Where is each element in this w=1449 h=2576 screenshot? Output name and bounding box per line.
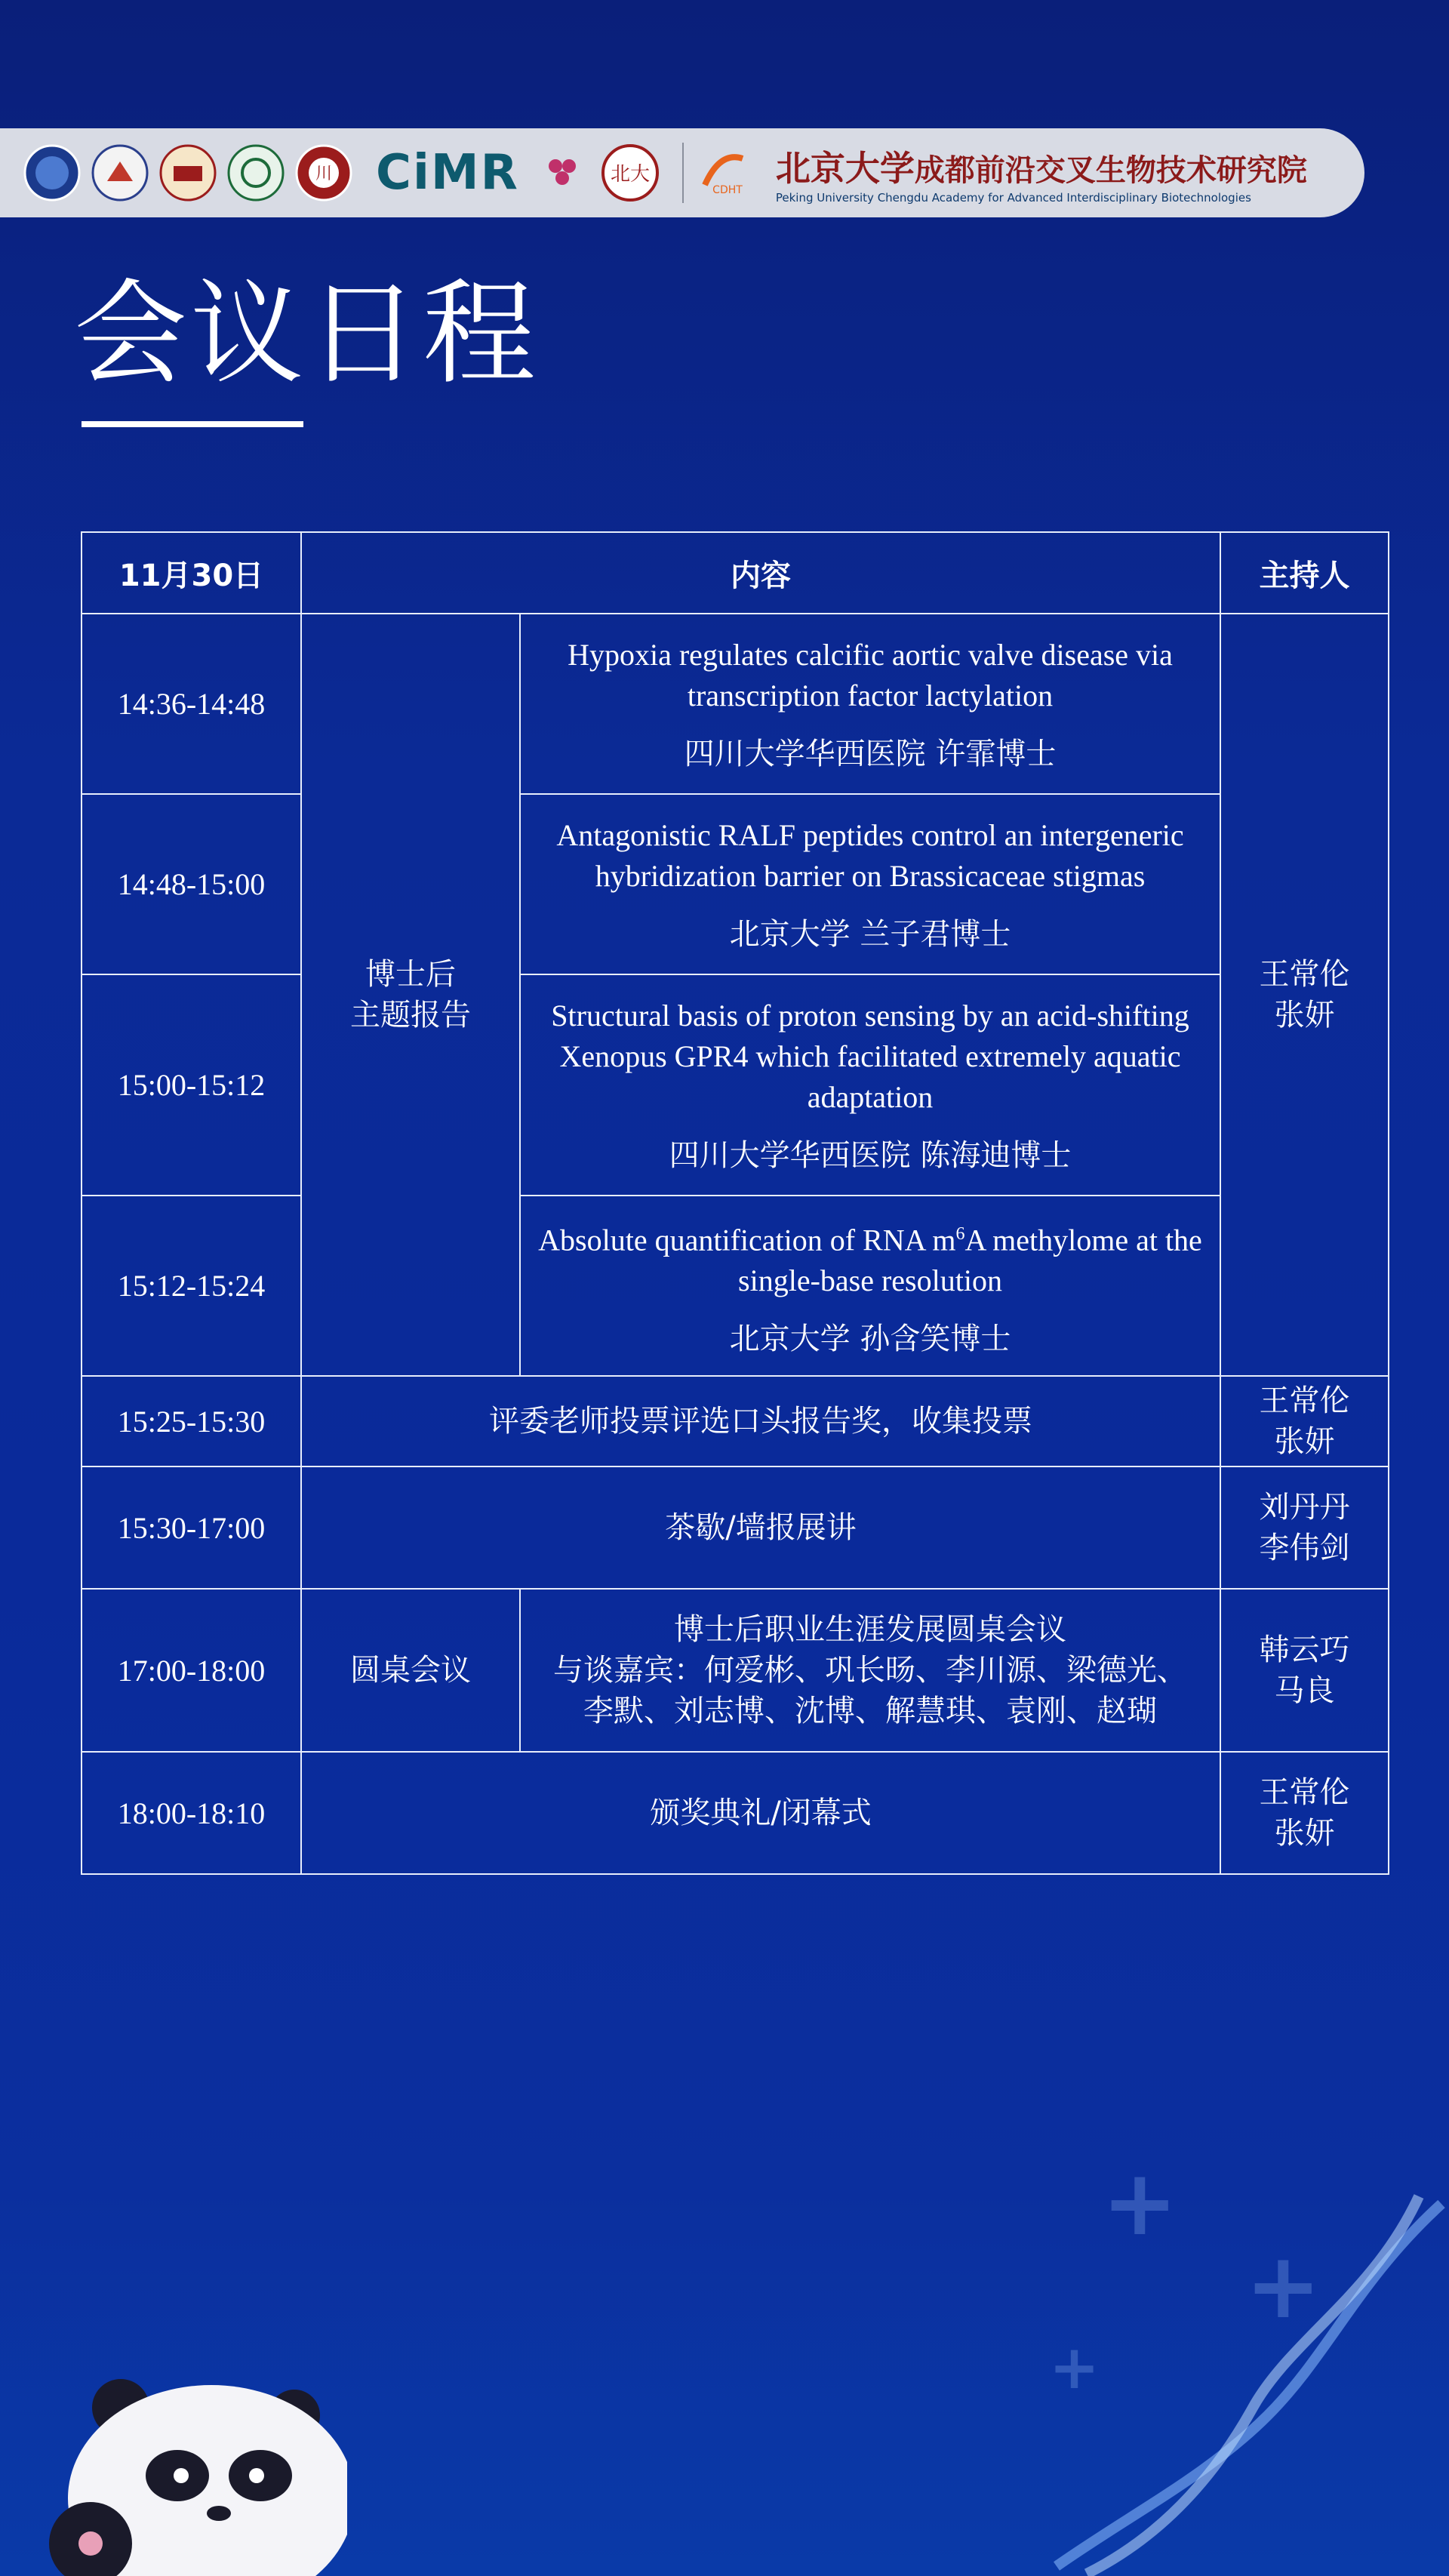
table-row <box>82 1467 1389 1589</box>
institute-name: 成都前沿交叉生物技术研究院 <box>914 153 1307 188</box>
svg-text:北大: 北大 <box>610 163 650 186</box>
panda-mascot-icon <box>45 2370 347 2576</box>
time-cell: 15:00-15:12 <box>82 974 301 1196</box>
talk-speaker: 北京大学 孙含笑博士 <box>729 1322 1011 1357</box>
host-name: 王常伦 <box>1259 957 1350 992</box>
talk-title <box>525 1214 1215 1301</box>
host-name: 王常伦 <box>1259 1775 1350 1810</box>
host-cell <box>1220 1752 1389 1874</box>
table-row <box>82 1196 1389 1376</box>
schedule-table <box>81 531 1389 1875</box>
time-cell: 15:25-15:30 <box>82 1376 301 1467</box>
hospital-seal-icon <box>158 143 217 202</box>
host-name: 张妍 <box>1274 1424 1335 1459</box>
host-name: 王常伦 <box>1259 1383 1350 1418</box>
logo-divider <box>682 143 684 203</box>
header-date: 11月30日 <box>82 532 301 614</box>
host-cell <box>1220 1589 1389 1752</box>
talk-cell <box>520 794 1220 974</box>
host-name: 张妍 <box>1274 1816 1335 1851</box>
talk-speaker: 四川大学华西医院 陈海迪博士 <box>669 1138 1072 1173</box>
header-host: 主持人 <box>1220 532 1389 614</box>
university-red-seal-icon <box>294 143 353 202</box>
university-seal-icon <box>23 143 82 202</box>
host-name: 张妍 <box>1274 998 1335 1033</box>
host-name: 李伟剑 <box>1259 1531 1350 1565</box>
talk-cell <box>520 614 1220 794</box>
host-name: 韩云巧 <box>1259 1633 1350 1667</box>
host-cell <box>1220 1376 1389 1467</box>
plus-decoration-icon: + <box>1245 2234 1321 2339</box>
time-cell: 15:30-17:00 <box>82 1467 301 1589</box>
talk-speaker: 四川大学华西医院 许霏博士 <box>684 737 1057 771</box>
time-cell: 14:48-15:00 <box>82 794 301 974</box>
plus-decoration-icon: + <box>1049 2332 1100 2402</box>
talk-title-pre: Absolute quantification of RNA m <box>538 1223 956 1257</box>
content-cell: 评委老师投票评选口头报告奖，收集投票 <box>301 1376 1220 1467</box>
page-title: 会议日程 <box>74 269 540 400</box>
session-label-cell <box>301 614 520 1376</box>
host-cell <box>1220 614 1389 1376</box>
table-row <box>82 1376 1389 1467</box>
content-cell: 颁奖典礼/闭幕式 <box>301 1752 1220 1874</box>
college-seal-icon <box>226 143 285 202</box>
host-name: 刘丹丹 <box>1259 1490 1350 1525</box>
roundtable-line1: 博士后职业生涯发展圆桌会议 <box>674 1612 1066 1647</box>
svg-text:CDHT: CDHT <box>712 184 743 196</box>
time-cell: 14:36-14:48 <box>82 614 301 794</box>
svg-text:川: 川 <box>315 165 333 183</box>
logo-bar <box>0 128 1364 217</box>
talk-title-post: A methylome at the single-base resolution <box>738 1223 1202 1298</box>
talk-speaker: 北京大学 兰子君博士 <box>729 917 1011 952</box>
table-row <box>82 1752 1389 1874</box>
talk-cell <box>520 1196 1220 1376</box>
cimr-logo: CiMR <box>376 145 519 201</box>
title-underline <box>82 421 303 427</box>
table-row <box>82 614 1389 794</box>
roundtable-line2: 与谈嘉宾：何爱彬、巩长旸、李川源、梁德光、 <box>553 1653 1187 1688</box>
host-name: 马良 <box>1274 1673 1335 1708</box>
roundtable-label: 圆桌会议 <box>301 1589 520 1752</box>
time-cell: 15:12-15:24 <box>82 1196 301 1376</box>
pku-name: 北京大学 <box>775 148 915 189</box>
dna-helix-icon <box>1041 2189 1449 2576</box>
pku-seal-icon <box>601 143 660 202</box>
talk-title-sup: 6 <box>955 1223 965 1244</box>
table-row <box>82 1589 1389 1752</box>
plus-decoration-icon: + <box>1102 2151 1178 2256</box>
time-cell: 17:00-18:00 <box>82 1589 301 1752</box>
content-cell: 茶歇/墙报展讲 <box>301 1467 1220 1589</box>
talk-title: Antagonistic RALF peptides control an intergeneric hybridization barrier on Brassicaceae stigmas <box>556 818 1184 893</box>
institute-name-en: Peking University Chengdu Academy for Advanced Interdisciplinary Biotechnologies <box>775 191 1251 205</box>
session-label-line2: 主题报告 <box>350 998 471 1033</box>
cdht-logo-icon <box>697 143 756 202</box>
talk-title: Structural basis of proton sensing by an acid-shifting Xenopus GPR4 which facilitated extremely aquatic adaptation <box>551 999 1189 1114</box>
header-content: 内容 <box>301 532 1220 614</box>
session-label-line1: 博士后 <box>365 957 456 992</box>
table-header-row <box>82 532 1389 614</box>
talk-cell <box>520 974 1220 1196</box>
institute-seal-icon <box>91 143 149 202</box>
biotech-logo-icon <box>533 143 592 202</box>
table-row <box>82 794 1389 974</box>
roundtable-content <box>520 1589 1220 1752</box>
host-cell <box>1220 1467 1389 1589</box>
time-cell: 18:00-18:10 <box>82 1752 301 1874</box>
talk-title: Hypoxia regulates calcific aortic valve disease via transcription factor lactylation <box>568 638 1173 712</box>
roundtable-line3: 李默、刘志博、沈博、解慧琪、袁刚、赵瑚 <box>583 1694 1157 1728</box>
table-row <box>82 974 1389 1196</box>
